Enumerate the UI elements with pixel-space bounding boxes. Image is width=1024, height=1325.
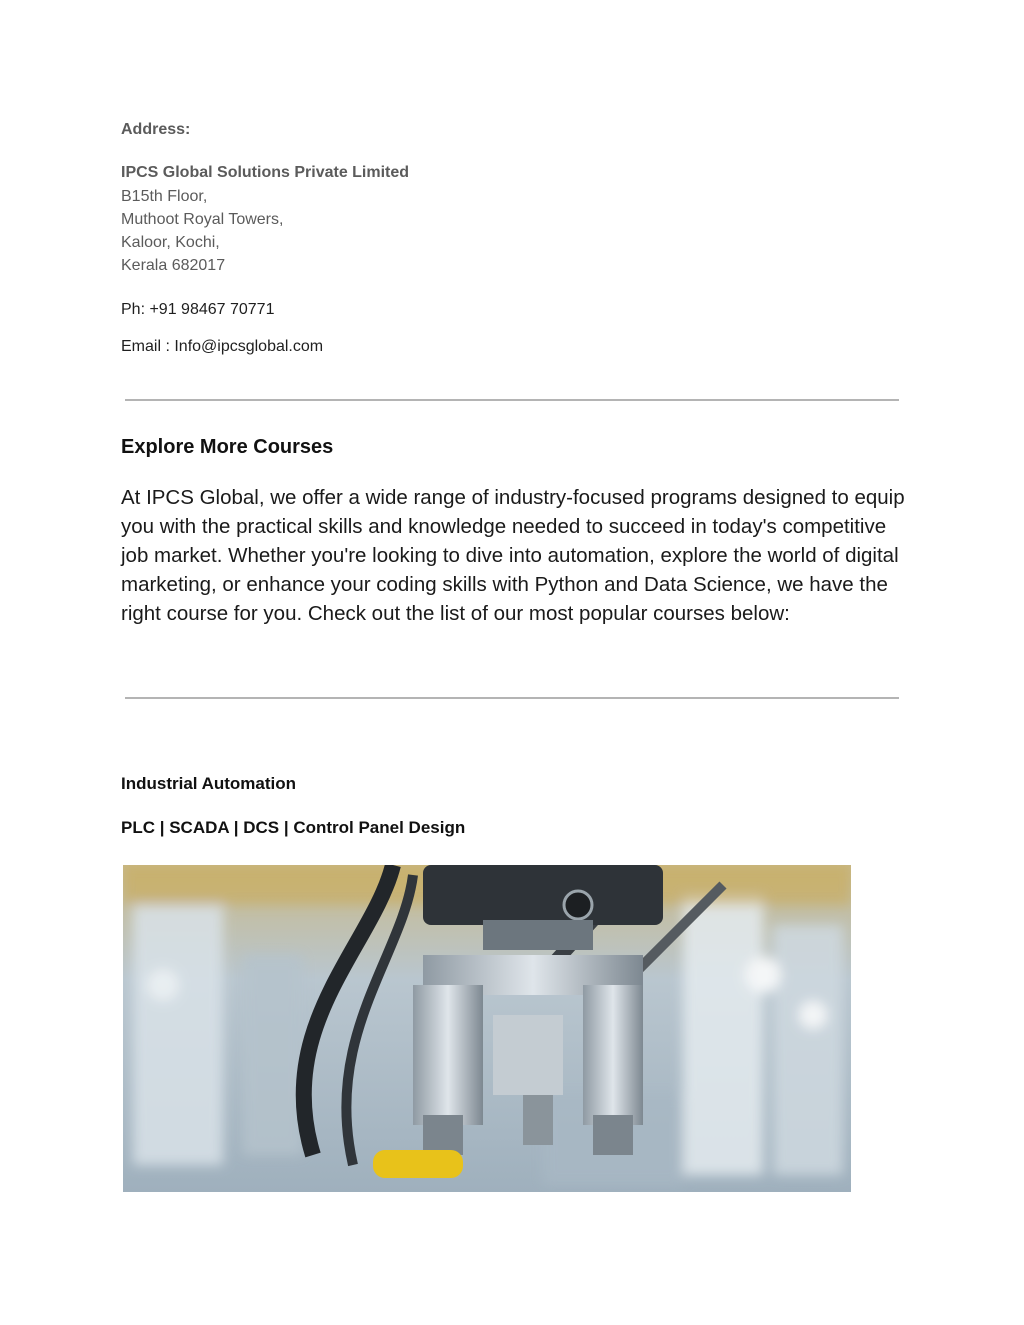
divider-top [125, 399, 899, 401]
phone-number: Ph: +91 98467 70771 [121, 301, 275, 318]
address-line-4: Kerala 682017 [121, 257, 226, 274]
address-line-1: B15th Floor, [121, 188, 208, 205]
course-name: Industrial Automation [121, 774, 297, 793]
course-topics: PLC | SCADA | DCS | Control Panel Design [121, 818, 466, 837]
section-title: Explore More Courses [121, 436, 334, 458]
address-line-2: Muthoot Royal Towers, [121, 211, 284, 228]
industrial-robot-image [123, 865, 851, 1192]
email-address: Email : Info@ipcsglobal.com [121, 338, 324, 355]
intro-paragraph: At IPCS Global, we offer a wide range of industry-focused programs designed to equip you with the practical skills and knowledge needed to succeed in today's competitive job market. Whether you're looking to dive into automation, explore the world of digital marketing, or enhance your coding skills with Python and Data Science, we have the right course for you. Check out the list of our most popular courses below: [121, 486, 905, 625]
company-name: IPCS Global Solutions Private Limited [121, 164, 410, 181]
address-line-3: Kaloor, Kochi, [121, 234, 220, 251]
divider-bottom [125, 697, 899, 699]
address-label: Address: [121, 121, 191, 138]
